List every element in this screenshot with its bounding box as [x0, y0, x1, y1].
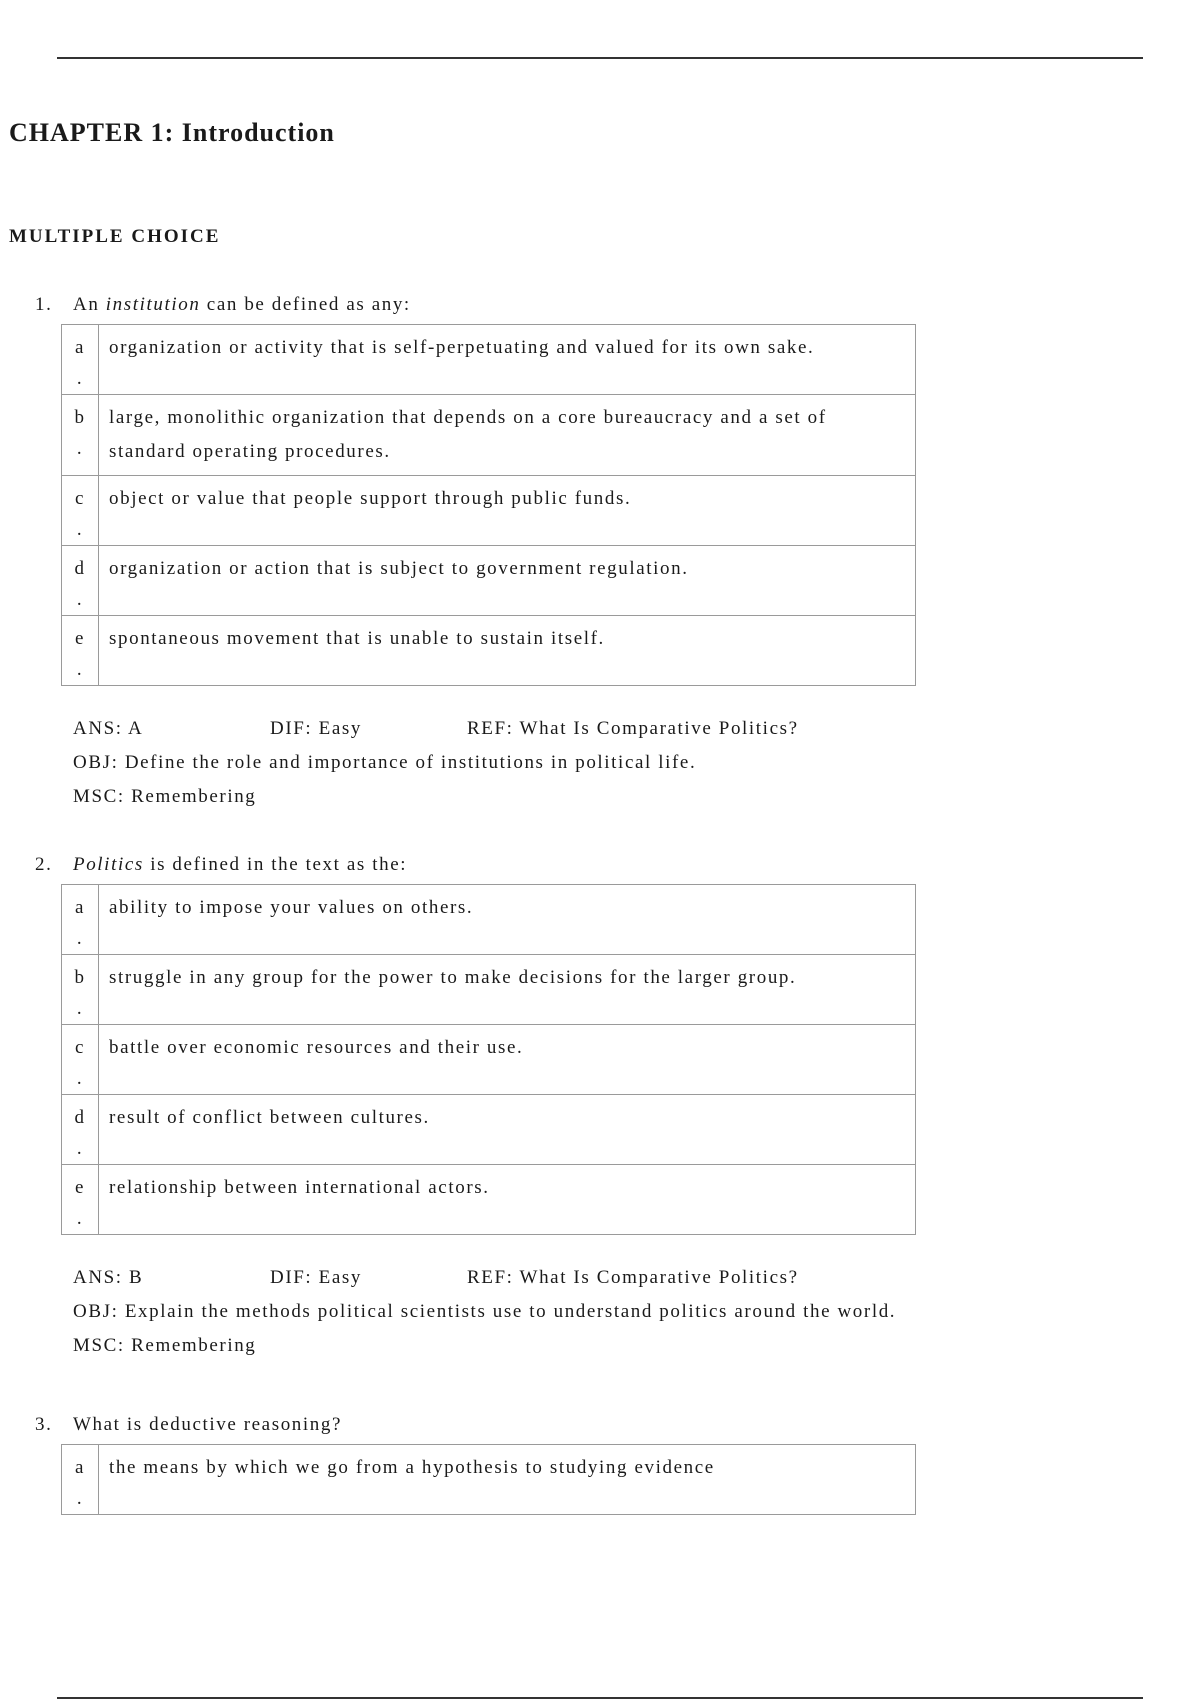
objective: OBJ: Explain the methods political scientists use to understand politics around the world.	[73, 1301, 897, 1322]
option-text: relationship between international actors.	[99, 1165, 916, 1235]
option-text: organization or action that is subject to government regulation.	[99, 546, 916, 616]
chapter-title: CHAPTER 1: Introduction	[9, 118, 335, 147]
options-table	[61, 884, 916, 1235]
question-number: 2.	[35, 854, 53, 875]
option-text: ability to impose your values on others.	[99, 885, 916, 955]
option-text: large, monolithic organization that depends on a core bureaucracy and a set of standard operating procedures.	[99, 395, 916, 476]
option-letter: a .	[62, 1445, 99, 1515]
difficulty: DIF: Easy	[270, 1267, 362, 1288]
option-row[interactable]	[62, 1025, 916, 1095]
question-3	[0, 1414, 1200, 1515]
option-row[interactable]	[62, 955, 916, 1025]
answer-key: ANS: A	[73, 718, 144, 739]
option-text: organization or activity that is self-perpetuating and valued for its own sake.	[99, 325, 916, 395]
option-letter: a .	[62, 325, 99, 395]
msc: MSC: Remembering	[73, 1335, 257, 1356]
question-2	[0, 854, 1200, 1363]
question-text: An institution can be defined as any:	[73, 294, 411, 315]
options-table	[61, 1444, 916, 1515]
option-letter: b .	[62, 395, 99, 476]
answer-row	[73, 1261, 1200, 1295]
section-title: MULTIPLE CHOICE	[9, 226, 221, 247]
question-stem	[0, 294, 1200, 324]
option-row[interactable]	[62, 546, 916, 616]
option-letter: e .	[62, 1165, 99, 1235]
option-letter: b .	[62, 955, 99, 1025]
option-letter: d .	[62, 1095, 99, 1165]
question-stem	[0, 854, 1200, 884]
option-row[interactable]	[62, 325, 916, 395]
option-row[interactable]	[62, 885, 916, 955]
objective: OBJ: Define the role and importance of institutions in political life.	[73, 752, 697, 773]
top-rule	[57, 57, 1143, 59]
option-row[interactable]	[62, 1165, 916, 1235]
question-text: Politics is defined in the text as the:	[73, 854, 408, 875]
option-text: spontaneous movement that is unable to sustain itself.	[99, 616, 916, 686]
answer-block	[73, 712, 1200, 814]
option-letter: d .	[62, 546, 99, 616]
msc: MSC: Remembering	[73, 786, 257, 807]
answer-block	[73, 1261, 1200, 1363]
bottom-rule	[57, 1697, 1143, 1699]
question-text: What is deductive reasoning?	[73, 1414, 343, 1435]
difficulty: DIF: Easy	[270, 718, 362, 739]
option-text: the means by which we go from a hypothesis to studying evidence	[99, 1445, 916, 1515]
option-letter: e .	[62, 616, 99, 686]
option-text: object or value that people support through public funds.	[99, 476, 916, 546]
option-text: result of conflict between cultures.	[99, 1095, 916, 1165]
reference: REF: What Is Comparative Politics?	[467, 1267, 799, 1288]
option-row[interactable]	[62, 616, 916, 686]
question-number: 3.	[35, 1414, 53, 1435]
answer-key: ANS: B	[73, 1267, 144, 1288]
option-row[interactable]	[62, 395, 916, 476]
reference: REF: What Is Comparative Politics?	[467, 718, 799, 739]
option-row[interactable]	[62, 476, 916, 546]
answer-row	[73, 712, 1200, 746]
option-letter: c .	[62, 1025, 99, 1095]
options-table	[61, 324, 916, 686]
option-text: struggle in any group for the power to make decisions for the larger group.	[99, 955, 916, 1025]
option-row[interactable]	[62, 1445, 916, 1515]
question-stem	[0, 1414, 1200, 1444]
option-letter: a .	[62, 885, 99, 955]
question-number: 1.	[35, 294, 53, 315]
option-text: battle over economic resources and their use.	[99, 1025, 916, 1095]
option-letter: c .	[62, 476, 99, 546]
option-row[interactable]	[62, 1095, 916, 1165]
question-1	[0, 294, 1200, 814]
